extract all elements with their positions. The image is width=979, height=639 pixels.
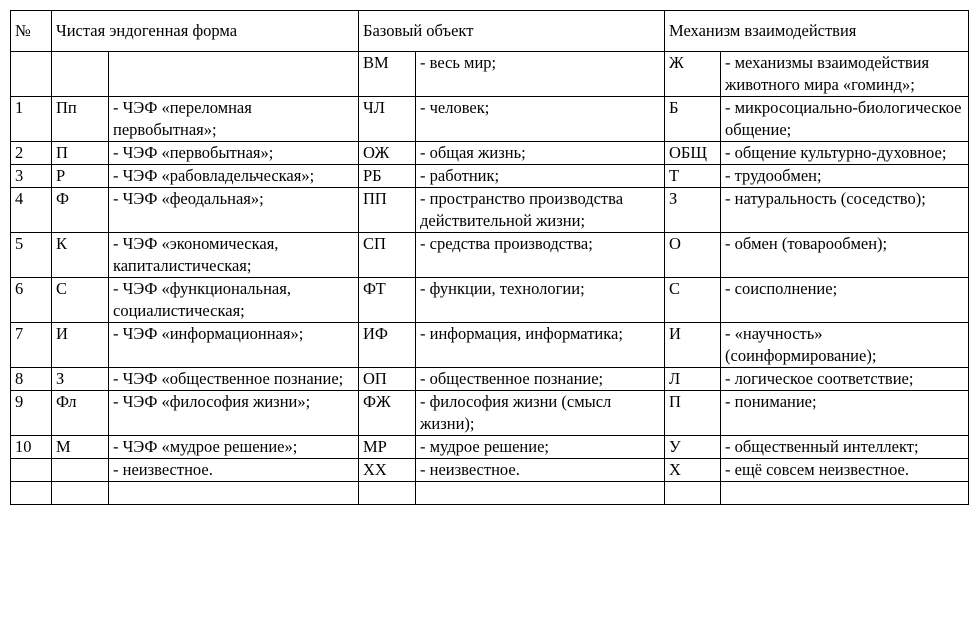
mechanism-name: - соисполнение; xyxy=(721,278,969,323)
form-name: - ЧЭФ «рабовладельческая»; xyxy=(109,165,359,188)
mechanism-code: Т xyxy=(665,165,721,188)
object-name: - неизвестное. xyxy=(416,459,665,482)
row-num: 8 xyxy=(11,368,52,391)
row-num: 7 xyxy=(11,323,52,368)
mechanism-name: - микросоциально-биологическое общение; xyxy=(721,97,969,142)
form-name: - ЧЭФ «феодальная»; xyxy=(109,188,359,233)
form-code xyxy=(52,459,109,482)
form-code: П xyxy=(52,142,109,165)
table-row xyxy=(11,368,969,391)
object-code: ИФ xyxy=(359,323,416,368)
form-code: К xyxy=(52,233,109,278)
form-name: - ЧЭФ «общественное познание; xyxy=(109,368,359,391)
object-code: СП xyxy=(359,233,416,278)
mechanism-name: - обмен (товарообмен); xyxy=(721,233,969,278)
form-name: - ЧЭФ «информационная»; xyxy=(109,323,359,368)
mechanism-name: - ещё совсем неизвестное. xyxy=(721,459,969,482)
object-code: ОП xyxy=(359,368,416,391)
form-code: З xyxy=(52,368,109,391)
object-name: - пространство производства действительной жизни; xyxy=(416,188,665,233)
empty-cell xyxy=(721,482,969,505)
form-code: Фл xyxy=(52,391,109,436)
table-row xyxy=(11,188,969,233)
row-num: 1 xyxy=(11,97,52,142)
object-name: - философия жизни (смысл жизни); xyxy=(416,391,665,436)
row-num: 5 xyxy=(11,233,52,278)
object-name: - работник; xyxy=(416,165,665,188)
object-name: - средства производства; xyxy=(416,233,665,278)
object-code: ФТ xyxy=(359,278,416,323)
table-row xyxy=(11,165,969,188)
row-num xyxy=(11,459,52,482)
object-name: - весь мир; xyxy=(416,52,665,97)
form-name xyxy=(109,52,359,97)
form-name: - ЧЭФ «экономическая, капиталистическая; xyxy=(109,233,359,278)
empty-cell xyxy=(665,482,721,505)
object-code: ВМ xyxy=(359,52,416,97)
table-row xyxy=(11,233,969,278)
form-name: - ЧЭФ «философия жизни»; xyxy=(109,391,359,436)
header-form: Чистая эндогенная форма xyxy=(52,11,359,52)
object-name: - общественное познание; xyxy=(416,368,665,391)
row-num: 4 xyxy=(11,188,52,233)
object-name: - функции, технологии; xyxy=(416,278,665,323)
object-code: РБ xyxy=(359,165,416,188)
object-code: ОЖ xyxy=(359,142,416,165)
table-row xyxy=(11,142,969,165)
mechanism-code: У xyxy=(665,436,721,459)
header-mechanism: Механизм взаимодействия xyxy=(665,11,969,52)
object-code: ХХ xyxy=(359,459,416,482)
empty-cell xyxy=(11,482,52,505)
object-code: МР xyxy=(359,436,416,459)
table-row xyxy=(11,436,969,459)
row-num: 2 xyxy=(11,142,52,165)
row-num: 3 xyxy=(11,165,52,188)
row-num: 6 xyxy=(11,278,52,323)
table-row xyxy=(11,97,969,142)
object-code: ПП xyxy=(359,188,416,233)
mechanism-code: З xyxy=(665,188,721,233)
classification-table xyxy=(10,10,969,505)
mechanism-code: ОБЩ xyxy=(665,142,721,165)
mechanism-name: - натуральность (соседство); xyxy=(721,188,969,233)
header-num: № xyxy=(11,11,52,52)
mechanism-code: Ж xyxy=(665,52,721,97)
mechanism-code: Б xyxy=(665,97,721,142)
mechanism-code: О xyxy=(665,233,721,278)
mechanism-name: - общение культурно-духовное; xyxy=(721,142,969,165)
row-num: 9 xyxy=(11,391,52,436)
mechanism-name: - общественный интеллект; xyxy=(721,436,969,459)
mechanism-name: - «научность» (соинформирование); xyxy=(721,323,969,368)
mechanism-name: - логическое соответствие; xyxy=(721,368,969,391)
empty-cell xyxy=(416,482,665,505)
form-name: - ЧЭФ «функциональная, социалистическая; xyxy=(109,278,359,323)
form-name: - ЧЭФ «первобытная»; xyxy=(109,142,359,165)
object-name: - общая жизнь; xyxy=(416,142,665,165)
mechanism-code: Л xyxy=(665,368,721,391)
table-row xyxy=(11,278,969,323)
mechanism-code: Х xyxy=(665,459,721,482)
empty-cell xyxy=(359,482,416,505)
mechanism-name: - понимание; xyxy=(721,391,969,436)
object-name: - мудрое решение; xyxy=(416,436,665,459)
object-code: ЧЛ xyxy=(359,97,416,142)
mechanism-code: С xyxy=(665,278,721,323)
form-code: И xyxy=(52,323,109,368)
table-row xyxy=(11,459,969,482)
form-name: - неизвестное. xyxy=(109,459,359,482)
form-name: - ЧЭФ «мудрое решение»; xyxy=(109,436,359,459)
form-code: Р xyxy=(52,165,109,188)
header-row xyxy=(11,11,969,52)
row-num: 10 xyxy=(11,436,52,459)
mechanism-code: П xyxy=(665,391,721,436)
table-row xyxy=(11,323,969,368)
mechanism-name: - трудообмен; xyxy=(721,165,969,188)
object-name: - информация, информатика; xyxy=(416,323,665,368)
form-code: Ф xyxy=(52,188,109,233)
form-code: Пп xyxy=(52,97,109,142)
mechanism-name: - механизмы взаимодействия животного мира «гоминд»; xyxy=(721,52,969,97)
empty-row xyxy=(11,482,969,505)
empty-cell xyxy=(52,482,109,505)
mechanism-code: И xyxy=(665,323,721,368)
header-object: Базовый объект xyxy=(359,11,665,52)
table-row xyxy=(11,52,969,97)
empty-cell xyxy=(109,482,359,505)
form-code xyxy=(52,52,109,97)
object-name: - человек; xyxy=(416,97,665,142)
form-code: М xyxy=(52,436,109,459)
form-name: - ЧЭФ «переломная первобытная»; xyxy=(109,97,359,142)
row-num xyxy=(11,52,52,97)
table-row xyxy=(11,391,969,436)
object-code: ФЖ xyxy=(359,391,416,436)
form-code: С xyxy=(52,278,109,323)
